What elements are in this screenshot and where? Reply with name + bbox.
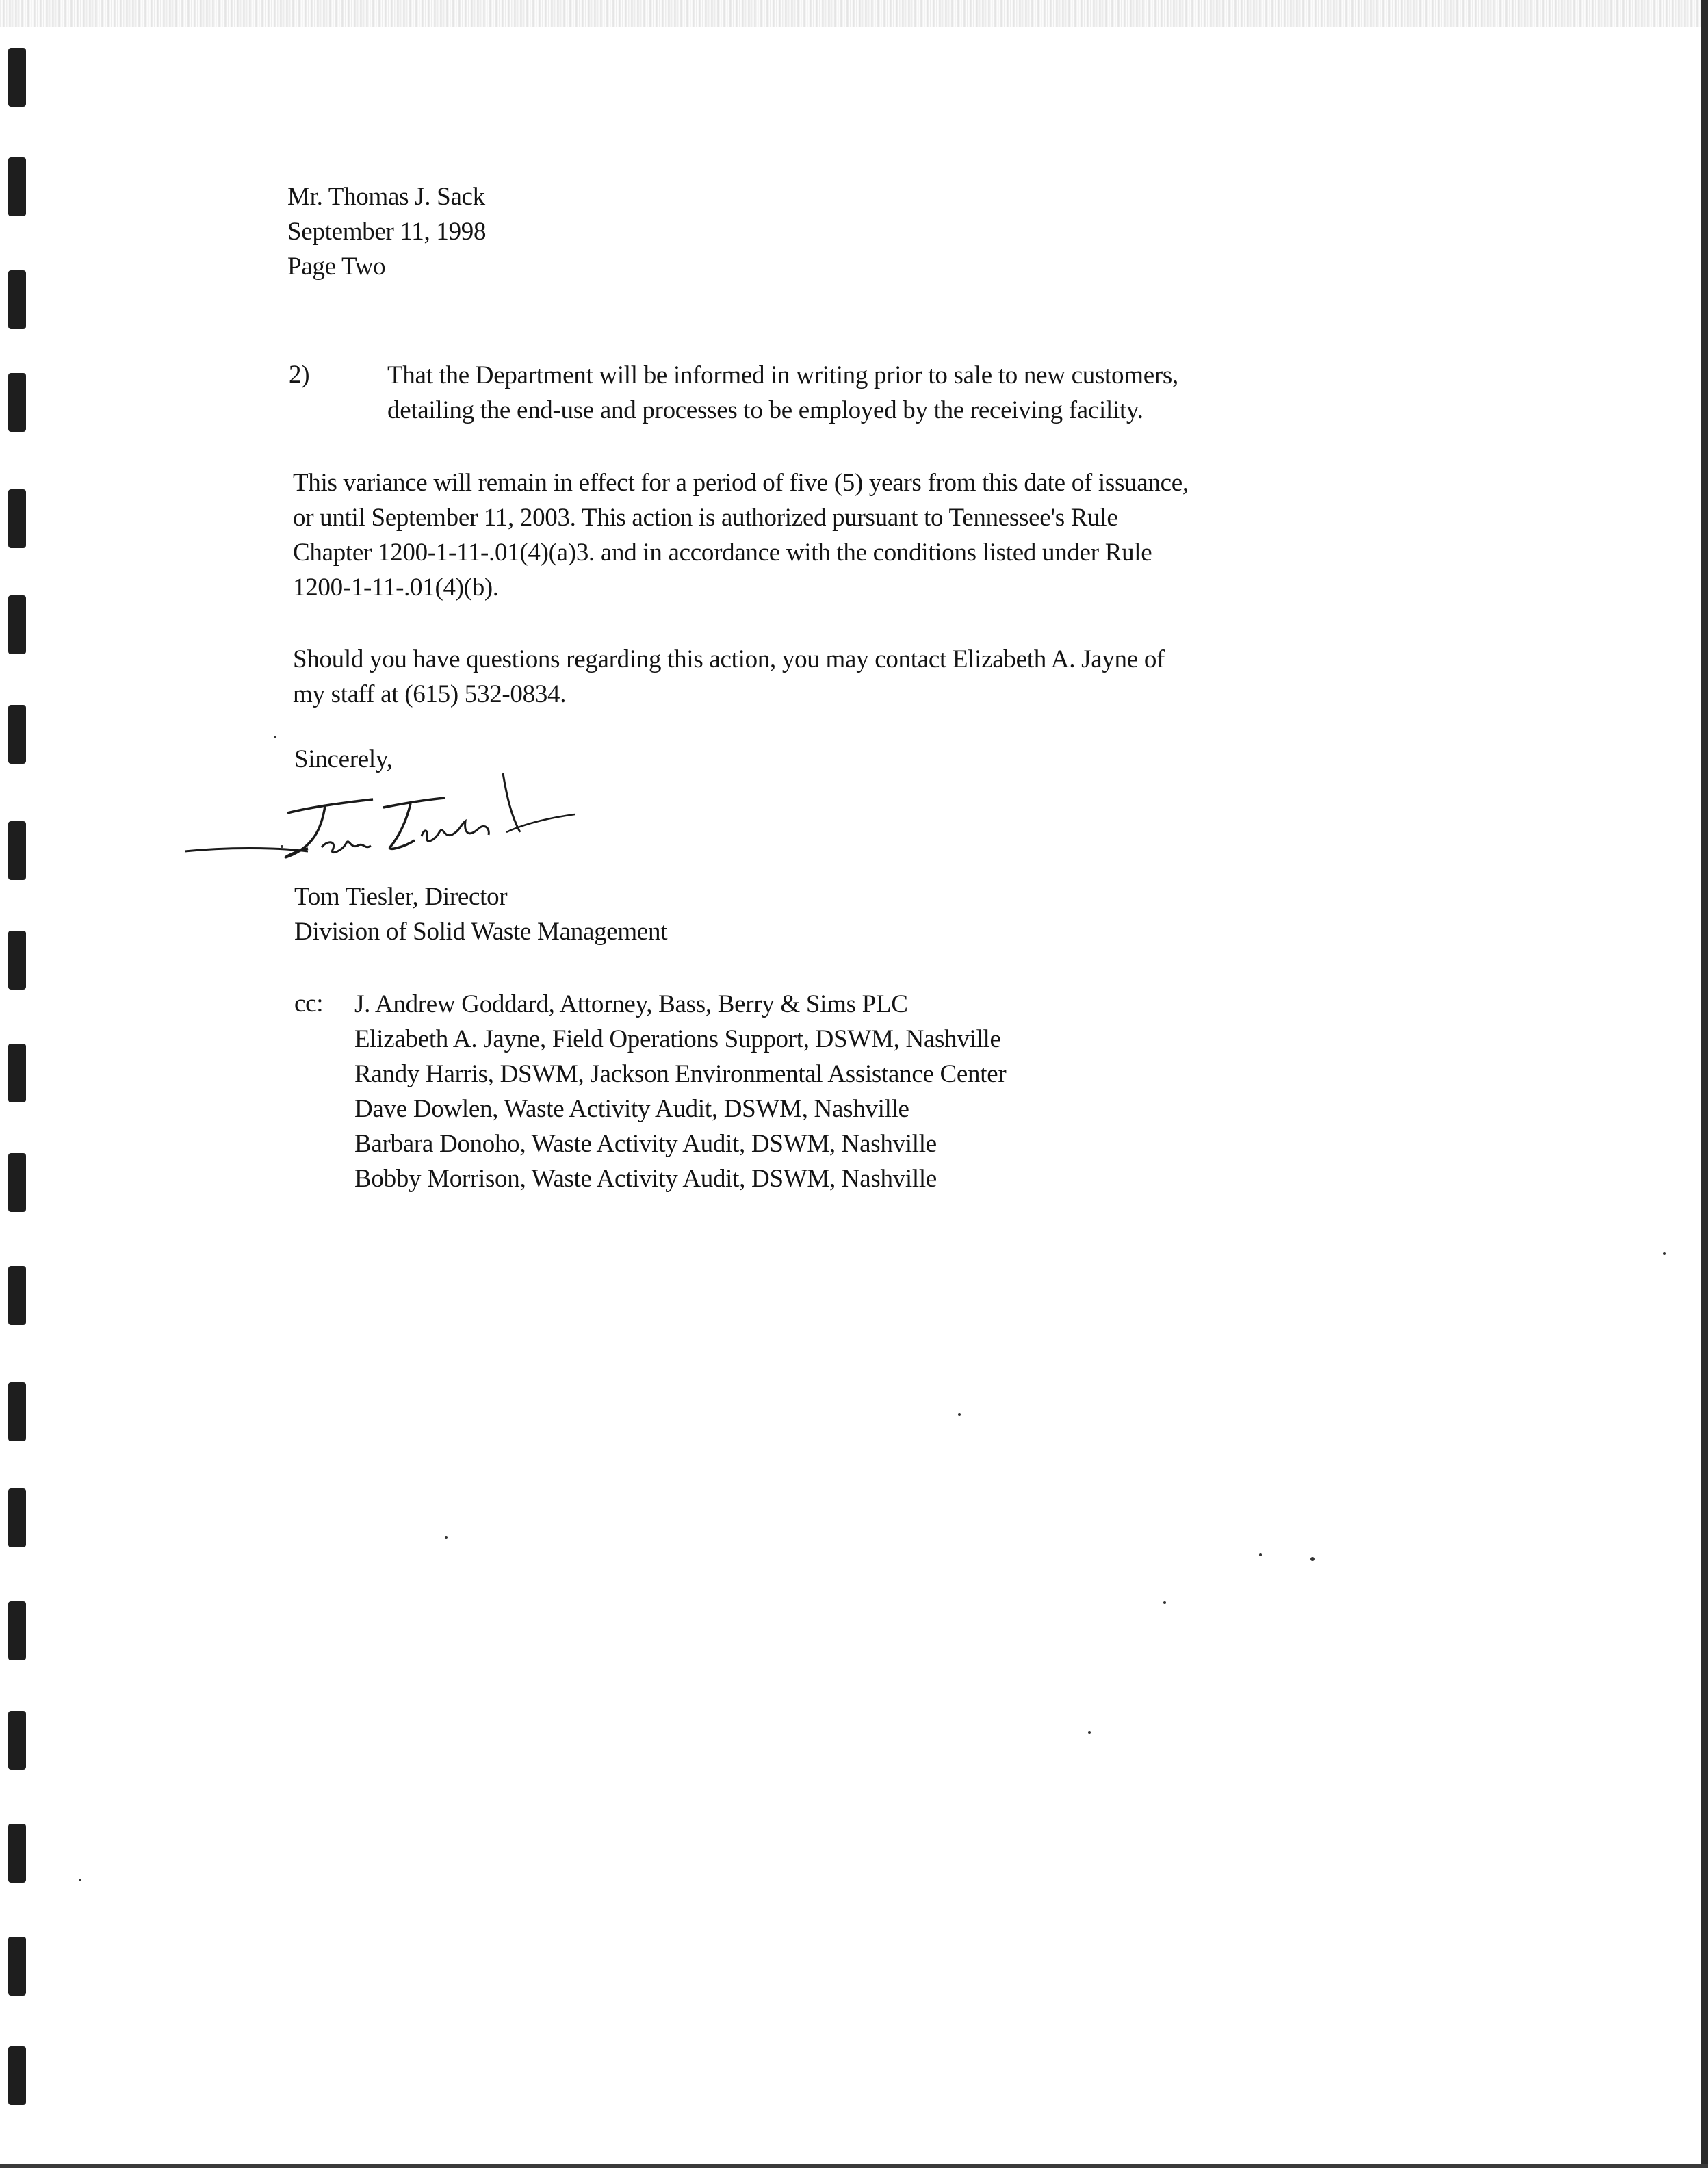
- item-2-line: That the Department will be informed in writing prior to sale to new customers,: [387, 361, 1178, 389]
- letter-header: [287, 179, 486, 284]
- paragraph-line: This variance will remain in effect for a period of five (5) years from this date of issuance,: [293, 469, 1189, 497]
- punch-hole: [8, 373, 26, 432]
- closing-salutation: Sincerely,: [294, 745, 393, 773]
- punch-hole: [8, 489, 26, 548]
- punch-hole: [8, 1711, 26, 1770]
- signature-image: [185, 766, 602, 876]
- punch-hole: [8, 48, 26, 107]
- speck: [958, 1413, 961, 1416]
- cc-recipient: Bobby Morrison, Waste Activity Audit, DSWM, Nashville: [354, 1165, 937, 1193]
- speck: [445, 1536, 448, 1539]
- paragraph-line: my staff at (615) 532-0834.: [293, 680, 567, 708]
- signer-division: Division of Solid Waste Management: [294, 918, 668, 946]
- scan-edge-bottom: [0, 2164, 1708, 2168]
- speck: [79, 1879, 81, 1881]
- punch-hole: [8, 821, 26, 880]
- cc-recipient: Dave Dowlen, Waste Activity Audit, DSWM, Nashville: [354, 1095, 909, 1123]
- speck: [1259, 1553, 1262, 1556]
- punch-hole: [8, 595, 26, 654]
- speck: [1310, 1557, 1315, 1561]
- punch-hole: [8, 270, 26, 329]
- item-2-text: [387, 358, 1178, 428]
- signer-block: [294, 879, 667, 949]
- item-2-line: detailing the end-use and processes to be employed by the receiving facility.: [387, 396, 1143, 424]
- page-number: Page Two: [287, 253, 386, 281]
- scan-edge-right: [1701, 0, 1708, 2168]
- item-number: 2): [289, 361, 310, 389]
- cc-label: cc:: [294, 990, 324, 1018]
- paragraph-line: or until September 11, 2003. This action is authorized pursuant to Tennessee's Rule: [293, 504, 1118, 532]
- punch-hole: [8, 1488, 26, 1547]
- scan-noise-top: [0, 0, 1708, 27]
- speck: [1663, 1252, 1666, 1255]
- punch-hole: [8, 2046, 26, 2105]
- punch-hole: [8, 1266, 26, 1325]
- paragraph-line: 1200-1-11-.01(4)(b).: [293, 573, 499, 602]
- speck: [1088, 1731, 1091, 1734]
- punch-hole: [8, 1937, 26, 1996]
- punch-hole: [8, 1601, 26, 1660]
- punch-hole: [8, 1382, 26, 1441]
- variance-paragraph: [293, 465, 1189, 605]
- speck: [1163, 1601, 1166, 1604]
- punch-hole: [8, 931, 26, 990]
- cc-recipient: Elizabeth A. Jayne, Field Operations Support, DSWM, Nashville: [354, 1025, 1001, 1053]
- punch-hole: [8, 1044, 26, 1102]
- speck: [274, 736, 276, 738]
- cc-recipient: Barbara Donoho, Waste Activity Audit, DSWM, Nashville: [354, 1130, 937, 1158]
- cc-recipient: J. Andrew Goddard, Attorney, Bass, Berry & Sims PLC: [354, 990, 908, 1018]
- punch-hole: [8, 157, 26, 216]
- recipient-name: Mr. Thomas J. Sack: [287, 183, 485, 211]
- signer-name-title: Tom Tiesler, Director: [294, 883, 508, 911]
- punch-hole: [8, 1824, 26, 1883]
- letter-date: September 11, 1998: [287, 218, 487, 246]
- questions-paragraph: [293, 642, 1165, 712]
- paragraph-line: Chapter 1200-1-11-.01(4)(a)3. and in accordance with the conditions listed under Rule: [293, 539, 1152, 567]
- punch-hole: [8, 705, 26, 764]
- cc-recipient-list: [354, 987, 1006, 1196]
- paragraph-line: Should you have questions regarding this action, you may contact Elizabeth A. Jayne of: [293, 645, 1165, 673]
- cc-recipient: Randy Harris, DSWM, Jackson Environmental Assistance Center: [354, 1060, 1007, 1088]
- punch-hole: [8, 1153, 26, 1212]
